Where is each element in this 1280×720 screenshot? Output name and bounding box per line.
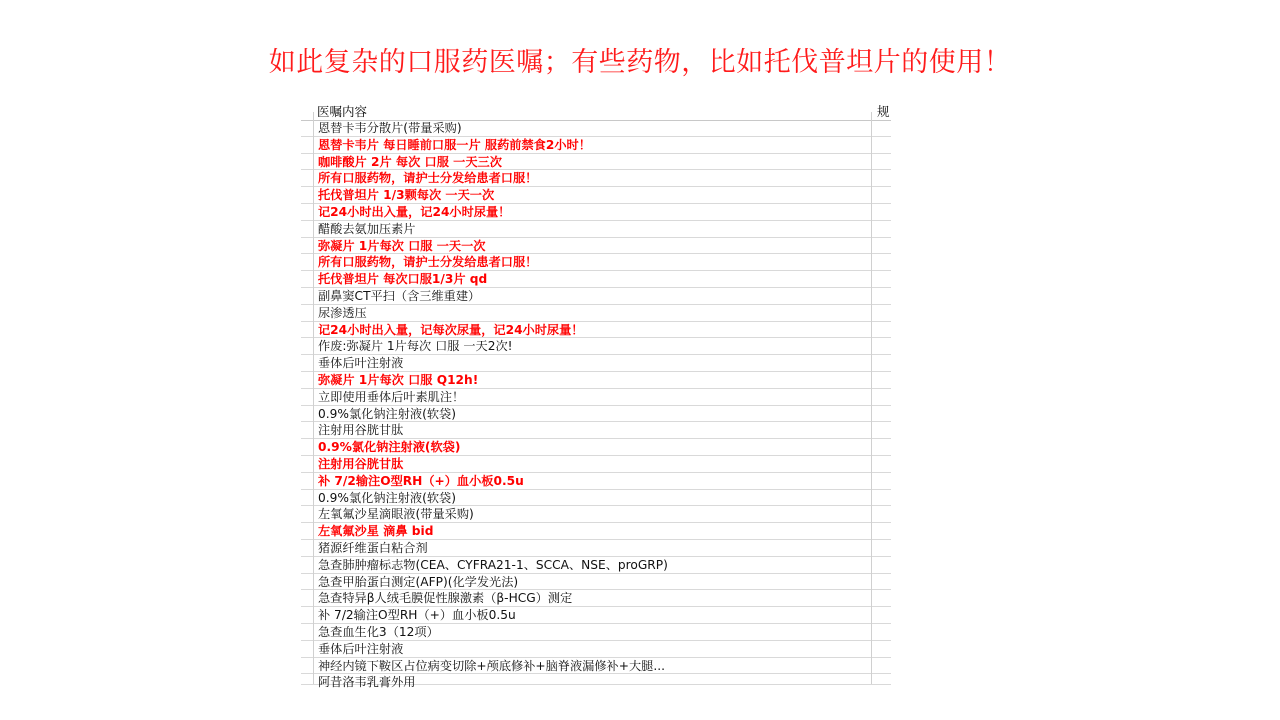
table-row[interactable] [301,456,891,473]
row-spec-cell [871,557,892,573]
table-row[interactable] [301,322,891,339]
table-row[interactable] [301,641,891,658]
row-spec-cell [871,355,892,371]
table-row[interactable] [301,154,891,171]
table-row[interactable] [301,574,891,591]
order-text: 尿渗透压 [318,305,367,320]
order-text: 0.9%氯化钠注射液(软袋) [318,490,456,505]
table-row-partial [301,674,891,690]
table-row[interactable] [301,590,891,607]
table-row[interactable] [301,221,891,238]
row-spec-cell [871,154,892,170]
order-text: 左氧氟沙星 滴鼻 bid [318,524,434,539]
table-row[interactable] [301,506,891,523]
row-spec-cell [871,221,892,237]
row-spec-cell [871,137,892,153]
table-row[interactable] [301,422,891,439]
order-text: 注射用谷胱甘肽 [318,456,404,471]
order-text: 作废:弥凝片 1片每次 口服 一天2次! [318,339,513,354]
table-row[interactable] [301,473,891,490]
table-row[interactable] [301,658,891,675]
table-row[interactable] [301,187,891,204]
row-spec-cell [871,641,892,657]
row-spec-cell [871,607,892,623]
row-spec-cell [871,658,892,674]
order-text: 所有口服药物，请护士分发给患者口服！ [318,171,538,186]
table-row[interactable] [301,540,891,557]
row-spec-cell [871,439,892,455]
column-divider [871,112,872,684]
row-spec-cell [871,574,892,590]
table-row[interactable] [301,624,891,641]
row-spec-cell [871,473,892,489]
table-row[interactable] [301,305,891,322]
row-spec-cell [871,254,892,270]
order-text: 补 7/2输注O型RH（+）血小板0.5u [318,473,524,488]
row-spec-cell [871,305,892,321]
table-row[interactable] [301,607,891,624]
order-text: 恩替卡韦分散片(带量采购) [318,121,462,135]
row-spec-cell [871,170,892,186]
header-right: 规 [877,104,890,119]
order-text: 醋酸去氨加压素片 [318,221,416,236]
order-text: 弥凝片 1片每次 口服 一天一次 [318,238,486,253]
order-text: 所有口服药物，请护士分发给患者口服！ [318,255,538,270]
row-spec-cell [871,456,892,472]
order-text: 垂体后叶注射液 [318,356,404,371]
table-row[interactable] [301,254,891,271]
orders-table [301,104,891,690]
row-spec-cell [871,120,892,136]
table-row[interactable] [301,288,891,305]
row-spec-cell [871,624,892,640]
table-row[interactable] [301,137,891,154]
table-row[interactable] [301,439,891,456]
row-spec-cell [871,406,892,422]
order-text: 托伐普坦片 1/3颗每次 一天一次 [318,188,495,203]
row-spec-cell [871,422,892,438]
order-text: 立即使用垂体后叶素肌注！ [318,389,465,404]
table-row[interactable] [301,170,891,187]
table-row[interactable] [301,557,891,574]
table-row[interactable] [301,372,891,389]
table-row[interactable] [301,238,891,255]
row-spec-cell [871,540,892,556]
row-spec-cell [871,204,892,220]
table-body [301,120,891,690]
row-spec-cell [871,490,892,506]
header-content: 医嘱内容 [317,104,368,119]
order-text: 0.9%氯化钠注射液(软袋) [318,440,461,455]
order-text: 副鼻窦CT平扫（含三维重建） [318,288,481,303]
row-spec-cell [871,590,892,606]
order-text: 阿昔洛韦乳膏外用 [318,675,416,690]
order-text: 急查肺肿瘤标志物(CEA、CYFRA21-1、SCCA、NSE、proGRP) [318,557,668,572]
order-text: 托伐普坦片 每次口服1/3片 qd [318,272,488,287]
table-row[interactable] [301,338,891,355]
table-row[interactable] [301,271,891,288]
table-row[interactable] [301,490,891,507]
order-text: 急查甲胎蛋白测定(AFP)(化学发光法) [318,574,519,589]
row-spec-cell [871,506,892,522]
order-text: 急查特异β人绒毛膜促性腺激素（β-HCG）测定 [318,591,573,606]
row-spec-cell [871,389,892,405]
row-spec-cell [871,322,892,338]
table-row[interactable] [301,389,891,406]
order-text: 记24小时出入量，记每次尿量，记24小时尿量！ [318,322,584,337]
row-spec-cell [871,338,892,354]
table-row[interactable] [301,120,891,137]
row-spec-cell [871,523,892,539]
slide-title: 如此复杂的口服药医嘱；有些药物，比如托伐普坦片的使用！ [268,47,1012,78]
row-spec-cell [871,271,892,287]
table-row[interactable] [301,355,891,372]
order-text: 急查血生化3（12项） [318,624,439,639]
table-row[interactable] [301,204,891,221]
order-text: 0.9%氯化钠注射液(软袋) [318,406,456,421]
order-text: 左氧氟沙星滴眼液(带量采购) [318,507,474,522]
row-spec-cell [871,288,892,304]
table-row[interactable] [301,406,891,423]
row-spec-cell [871,238,892,254]
order-text: 注射用谷胱甘肽 [318,423,404,438]
order-text: 记24小时出入量，记24小时尿量！ [318,204,511,219]
order-text: 恩替卡韦片 每日睡前口服一片 服药前禁食2小时！ [318,137,591,152]
order-text: 咖啡酸片 2片 每次 口服 一天三次 [318,154,502,169]
table-row[interactable] [301,523,891,540]
order-text: 猪源纤维蛋白粘合剂 [318,540,428,555]
gutter-divider [313,112,314,684]
order-text: 弥凝片 1片每次 口服 Q12h! [318,372,479,387]
order-text: 补 7/2输注O型RH（+）血小板0.5u [318,608,516,623]
row-spec-cell [871,372,892,388]
order-text: 神经内镜下鞍区占位病变切除+颅底修补+脑脊液漏修补+大腿... [318,658,665,673]
order-text: 垂体后叶注射液 [318,641,404,656]
row-spec-cell [871,187,892,203]
